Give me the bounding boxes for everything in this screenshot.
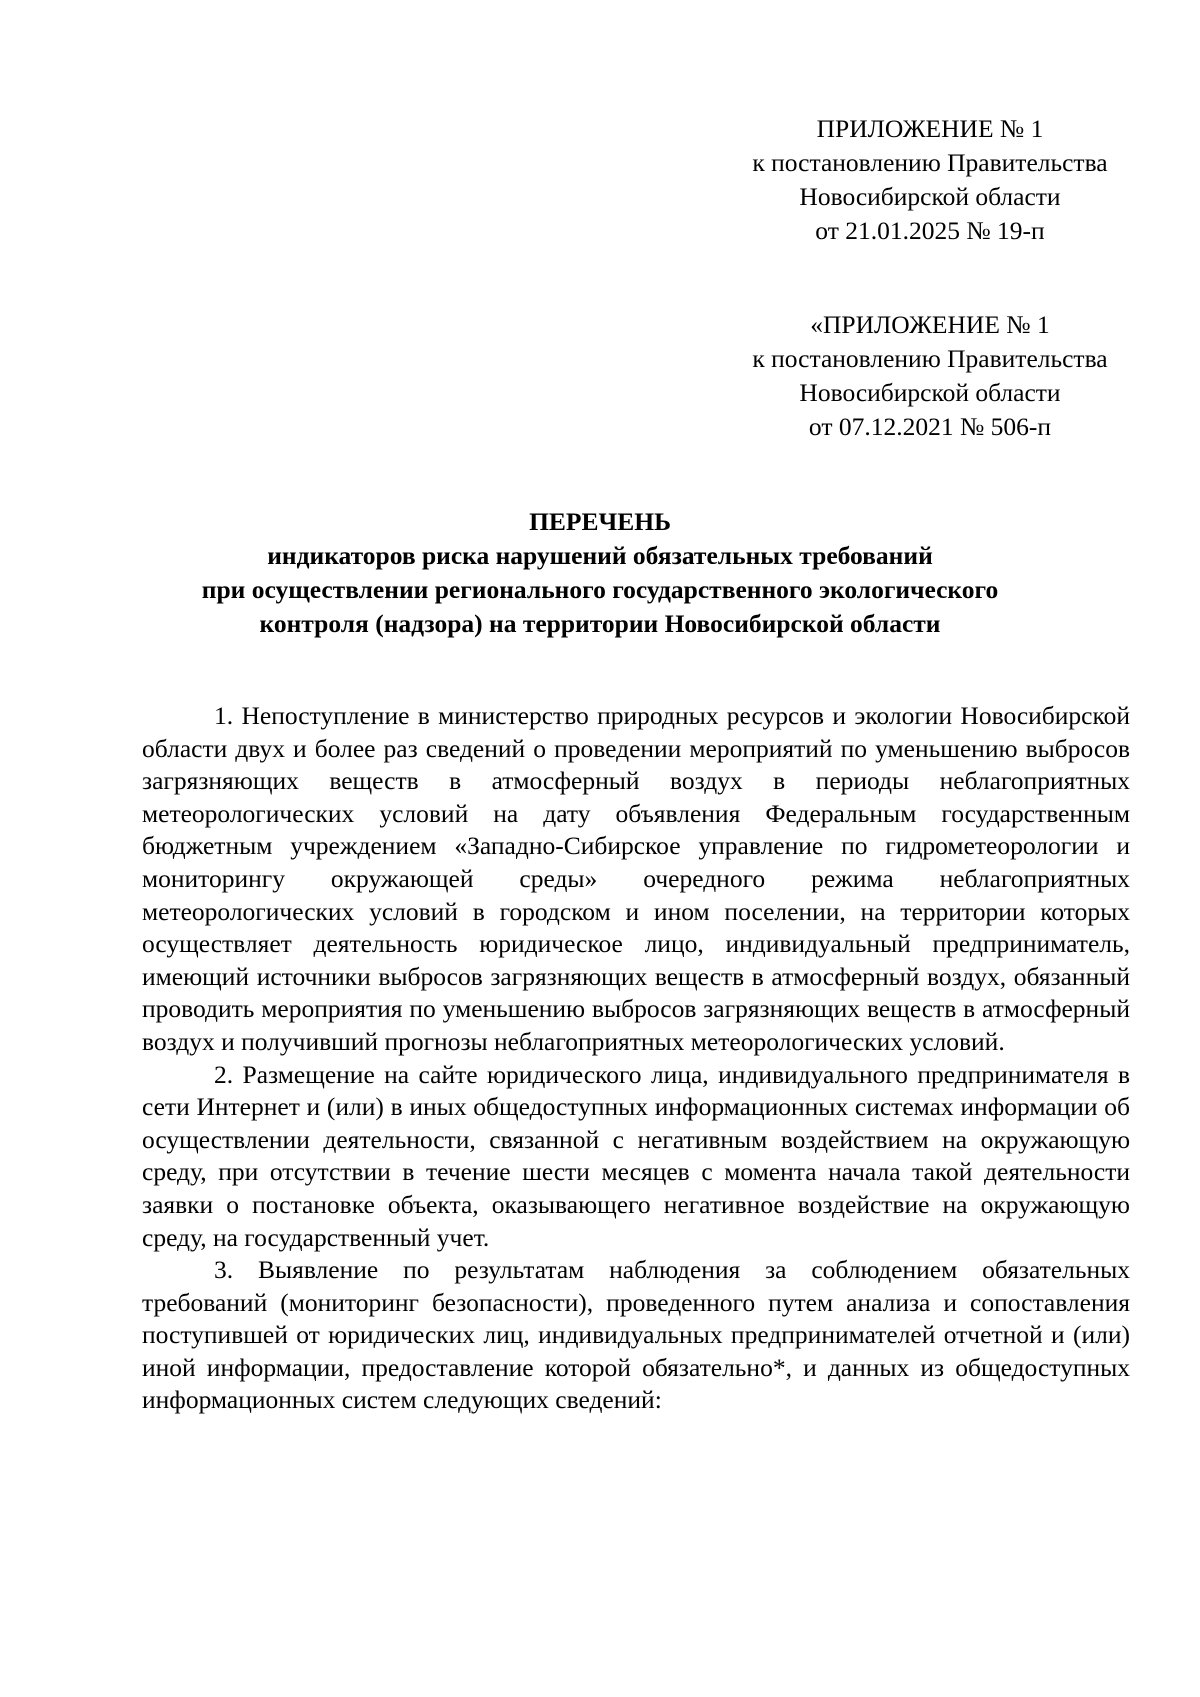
appendix-number: «ПРИЛОЖЕНИЕ № 1 bbox=[810, 310, 1050, 339]
title-subtitle-line: контроля (надзора) на территории Новосибирской области bbox=[259, 609, 941, 638]
title-subtitle-line: при осуществлении регионального государственного экологического bbox=[201, 575, 999, 604]
appendix-date-number: от 07.12.2021 № 506-п bbox=[808, 412, 1052, 441]
appendix-region: Новосибирской области bbox=[799, 378, 1061, 407]
appendix-number: ПРИЛОЖЕНИЕ № 1 bbox=[816, 114, 1044, 143]
title-subtitle-line: индикаторов риска нарушений обязательных требований bbox=[267, 541, 933, 570]
paragraph-item-2: 2. Размещение на сайте юридического лица, индивидуального предпринимателя в сети Интернет и (или) в иных общедоступных информационных системах информации об осуществлении деятельности, связанной с негативным воздействием на окружающую среду, при отсутствии в течение шести месяцев с момента начала такой деятельности заявки о постановке объекта, оказывающего негативное воздействие на окружающую среду, на государственный учет. bbox=[142, 1059, 1130, 1252]
appendix-resolution-ref: к постановлению Правительства bbox=[752, 148, 1108, 177]
appendix-date-number: от 21.01.2025 № 19-п bbox=[815, 216, 1045, 245]
appendix-header-current bbox=[740, 112, 1120, 248]
document-body bbox=[142, 700, 1130, 1417]
paragraph-item-1: 1. Непоступление в министерство природных ресурсов и экологии Новосибирской области двух и более раз сведений о проведении мероприятий по уменьшению выбросов загрязняющих веществ в атмосферный воздух в периоды неблагоприятных метеорологических условий на дату объявления Федеральным государственным бюджетным учреждением «Западно-Сибирское управление по гидрометеорологии и мониторингу окружающей среды» очередного режима неблагоприятных метеорологических условий в городском и ином поселении, на территории которых осуществляет деятельность юридическое лицо, индивидуальный предприниматель, имеющий источники выбросов загрязняющих веществ в атмосферный воздух, обязанный проводить мероприятия по уменьшению выбросов загрязняющих веществ в атмосферный воздух и получивший прогнозы неблагоприятных метеорологических условий. bbox=[142, 701, 1130, 1056]
document-title bbox=[120, 505, 1080, 641]
paragraph-item-3: 3. Выявление по результатам наблюдения за соблюдением обязательных требований (мониторинг безопасности), проведенного путем анализа и сопоставления поступившей от юридических лиц, индивидуальных предпринимателей отчетной и (или) иной информации, предоставление которой обязательно*, и данных из общедоступных информационных систем следующих сведений: bbox=[142, 1255, 1130, 1415]
title-heading: ПЕРЕЧЕНЬ bbox=[529, 507, 671, 536]
appendix-region: Новосибирской области bbox=[799, 182, 1061, 211]
appendix-resolution-ref: к постановлению Правительства bbox=[752, 344, 1108, 373]
appendix-header-original bbox=[740, 308, 1120, 444]
